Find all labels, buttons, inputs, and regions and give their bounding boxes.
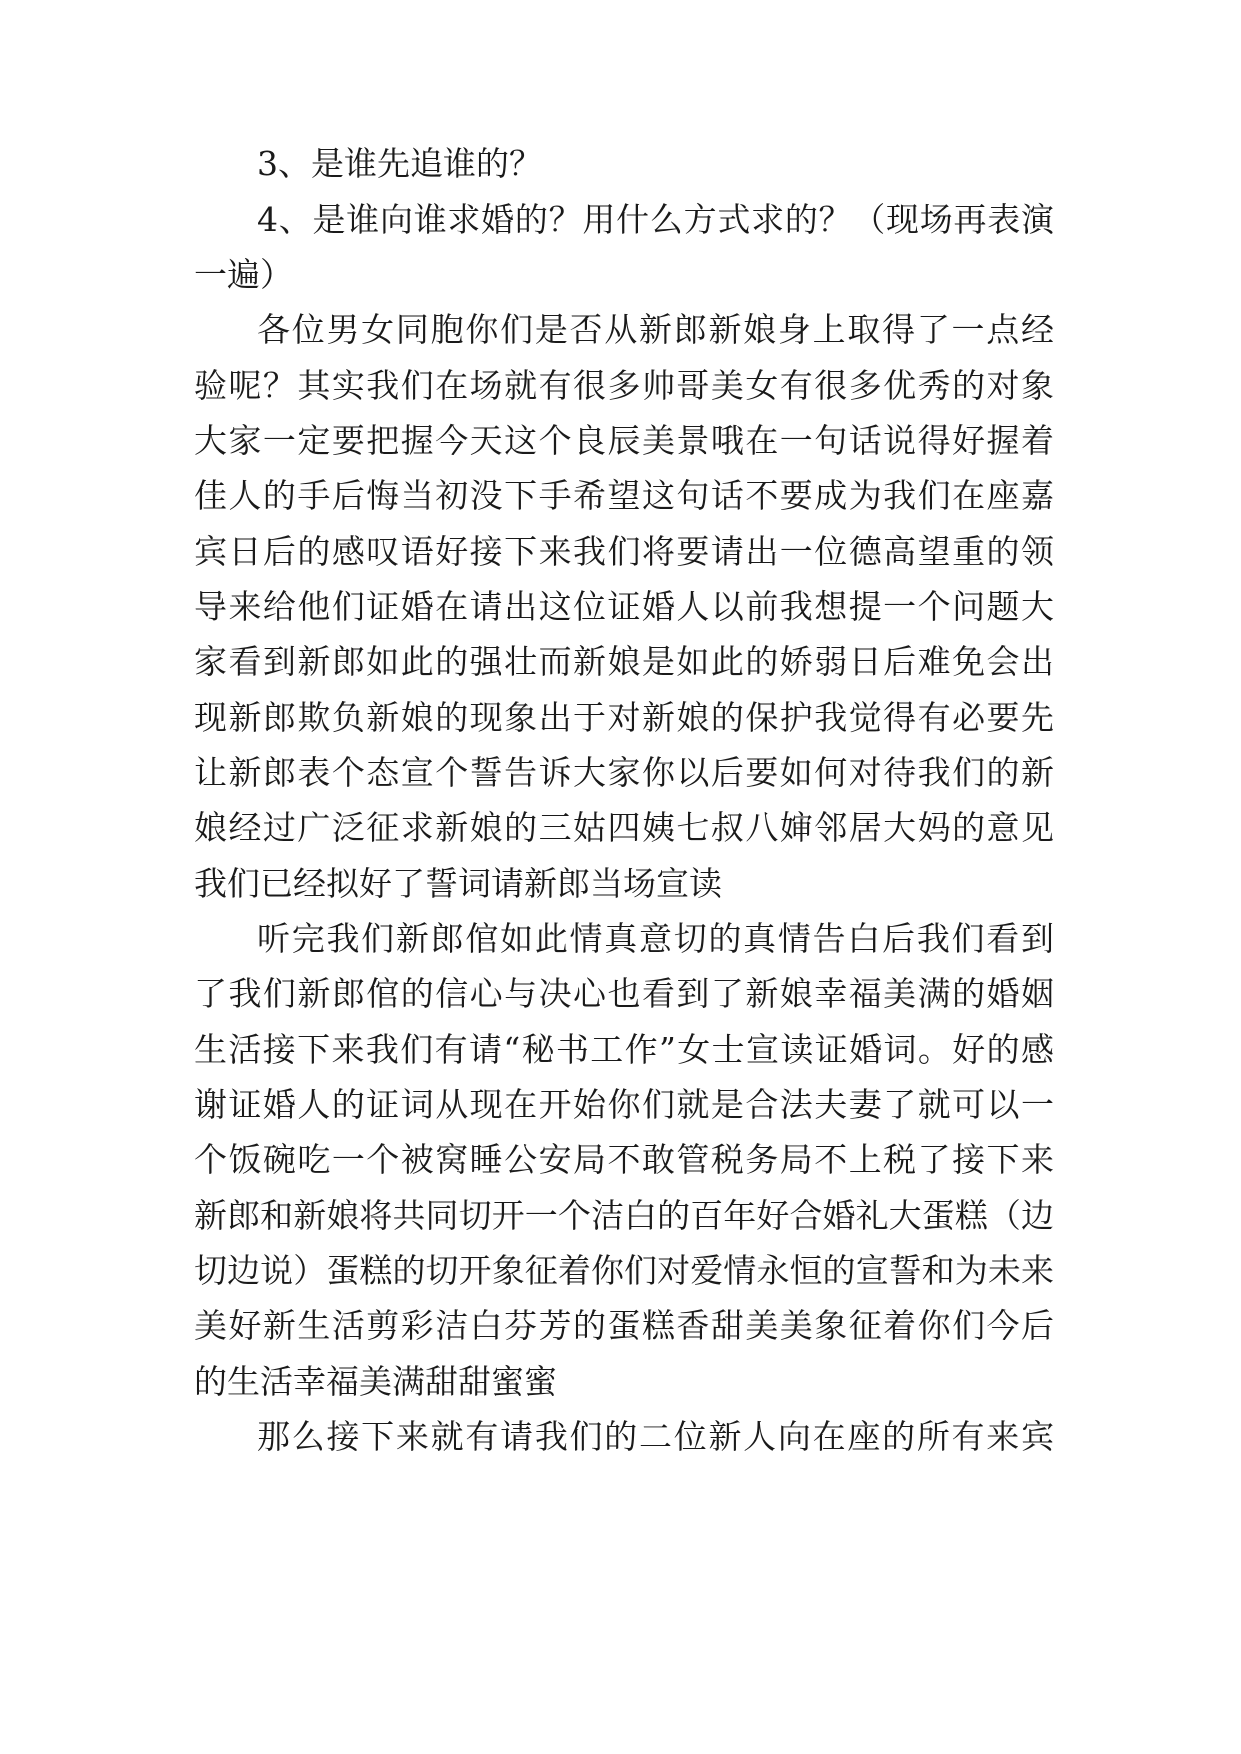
paragraph-line: 家看到新郎如此的强壮而新娘是如此的娇弱日后难免会出: [194, 642, 1054, 681]
paragraph-line: 导来给他们证婚在请出这位证婚人以前我想提一个问题大: [194, 587, 1054, 626]
paragraph-line: 的生活幸福美满甜甜蜜蜜: [194, 1362, 557, 1401]
paragraph-line: 了我们新郎倌的信心与决心也看到了新娘幸福美满的婚姻: [194, 974, 1054, 1013]
paragraph-line: 谢证婚人的证词从现在开始你们就是合法夫妻了就可以一: [194, 1085, 1054, 1124]
paragraph-line: 让新郎表个态宣个誓告诉大家你以后要如何对待我们的新: [194, 753, 1054, 792]
paragraph-line: 验呢？其实我们在场就有很多帅哥美女有很多优秀的对象: [194, 366, 1054, 405]
paragraph-line: 新郎和新娘将共同切开一个洁白的百年好合婚礼大蛋糕（边: [194, 1196, 1054, 1235]
paragraph-line: 美好新生活剪彩洁白芬芳的蛋糕香甜美美象征着你们今后: [194, 1306, 1054, 1345]
paragraph-line: 我们已经拟好了誓词请新郎当场宣读: [194, 864, 722, 903]
paragraph-line: 各位男女同胞你们是否从新郎新娘身上取得了一点经: [257, 310, 1054, 349]
paragraph-line: 那么接下来就有请我们的二位新人向在座的所有来宾: [257, 1417, 1054, 1456]
paragraph-line: 大家一定要把握今天这个良辰美景哦在一句话说得好握着: [194, 421, 1054, 460]
paragraph-line: 个饭碗吃一个被窝睡公安局不敢管税务局不上税了接下来: [194, 1140, 1054, 1179]
paragraph-line: 切边说）蛋糕的切开象征着你们对爱情永恒的宣誓和为未来: [194, 1251, 1054, 1290]
paragraph-line: 现新郎欺负新娘的现象出于对新娘的保护我觉得有必要先: [194, 698, 1054, 737]
paragraph-line: 娘经过广泛征求新娘的三姑四姨七叔八婶邻居大妈的意见: [194, 808, 1054, 847]
paragraph-line: 宾日后的感叹语好接下来我们将要请出一位德高望重的领: [194, 532, 1054, 571]
list-item-3: 3、是谁先追谁的？: [257, 144, 542, 183]
list-item-4: 4、是谁向谁求婚的？用什么方式求的？（现场再表演: [257, 200, 1054, 239]
paragraph-line: 生活接下来我们有请“秘书工作”女士宣读证婚词。好的感: [194, 1030, 1054, 1069]
paragraph-line: 听完我们新郎倌如此情真意切的真情告白后我们看到: [257, 919, 1054, 958]
paragraph-line: 佳人的手后悔当初没下手希望这句话不要成为我们在座嘉: [194, 476, 1054, 515]
list-item-4-continued: 一遍）: [194, 255, 293, 294]
